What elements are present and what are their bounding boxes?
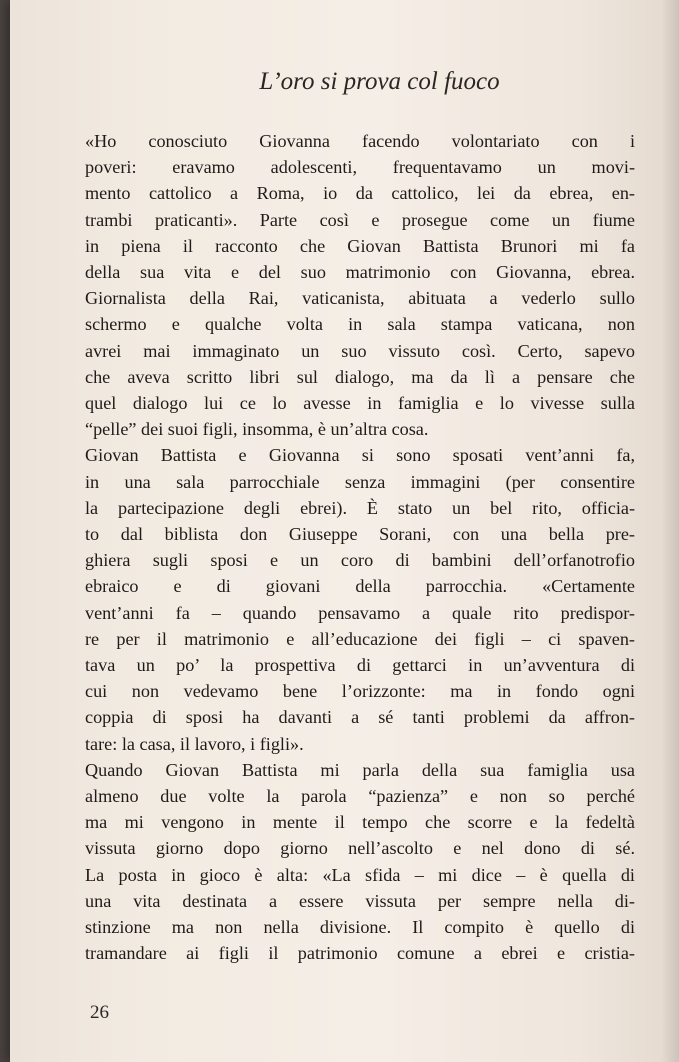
text-line: in una sala parrocchiale senza immagini (per consentire [85,471,635,492]
text-line: in piena il racconto che Giovan Battista Brunori mi fa [85,235,635,256]
text-line: ebraico e di giovani della parrocchia. «Certamente [85,576,635,597]
text-line: Giovan Battista e Giovanna si sono sposati vent’anni fa, [85,445,635,466]
text-line: tava un po’ la prospettiva di gettarci in un’avventura di [85,655,635,676]
text-line: poveri: eravamo adolescenti, frequentavamo un movi- [85,157,635,178]
text-line: cui non vedevamo bene l’orizzonte: ma in fondo ogni [85,681,635,702]
text-line: almeno due volte la parola “pazienza” e non so perché [85,786,635,807]
text-line: avrei mai immaginato un suo vissuto così. Certo, sapevo [85,340,635,361]
body-text [85,128,635,967]
text-line: Quando Giovan Battista mi parla della sua famiglia usa [85,759,635,780]
text-line: della sua vita e del suo matrimonio con Giovanna, ebrea. [85,262,635,283]
text-line: una vita destinata a essere vissuta per sempre nella di- [85,890,635,911]
running-head: L’oro si prova col fuoco [259,68,500,95]
text-line: mento cattolico a Roma, io da cattolico, lei da ebrea, en- [85,183,635,204]
text-line: ma mi vengono in mente il tempo che scorre e la fedeltà [85,812,635,833]
text-line: vent’anni fa – quando pensavamo a quale rito predispor- [85,602,635,623]
text-line: re per il matrimonio e all’educazione dei figli – ci spaven- [85,628,635,649]
text-line: schermo e qualche volta in sala stampa vaticana, non [85,314,635,335]
text-line: la partecipazione degli ebrei). È stato un bel rito, officia- [85,497,635,518]
text-line: tramandare ai figli il patrimonio comune a ebrei e cristia- [85,943,635,964]
text-line: tare: la casa, il lavoro, i figli». [85,733,304,754]
text-line: “pelle” dei suoi figli, insomma, è un’altra cosa. [85,419,429,440]
text-line: «Ho conosciuto Giovanna facendo volontariato con i [85,131,635,151]
text-line: to dal biblista don Giuseppe Sorani, con una bella pre- [85,524,635,545]
text-line: ghiera sugli sposi e un coro di bambini dell’orfanotrofio [85,550,635,571]
text-line: quel dialogo lui ce lo avesse in famiglia e lo vivesse sulla [85,393,635,414]
text-line: Giornalista della Rai, vaticanista, abituata a vederlo sullo [85,288,635,309]
text-line: La posta in gioco è alta: «La sfida – mi dice – è quella di [85,864,635,885]
book-page [10,0,679,1062]
page-number: 26 [90,1002,109,1023]
text-line: coppia di sposi ha davanti a sé tanti problemi da affron- [85,707,635,728]
text-line: stinzione ma non nella divisione. Il compito è quello di [85,917,635,938]
text-line: trambi praticanti». Parte così e prosegue come un fiume [85,209,635,230]
text-line: che aveva scritto libri sul dialogo, ma da lì a pensare che [85,366,635,387]
text-line: vissuta giorno dopo giorno nell’ascolto e nel dono di sé. [85,838,635,859]
